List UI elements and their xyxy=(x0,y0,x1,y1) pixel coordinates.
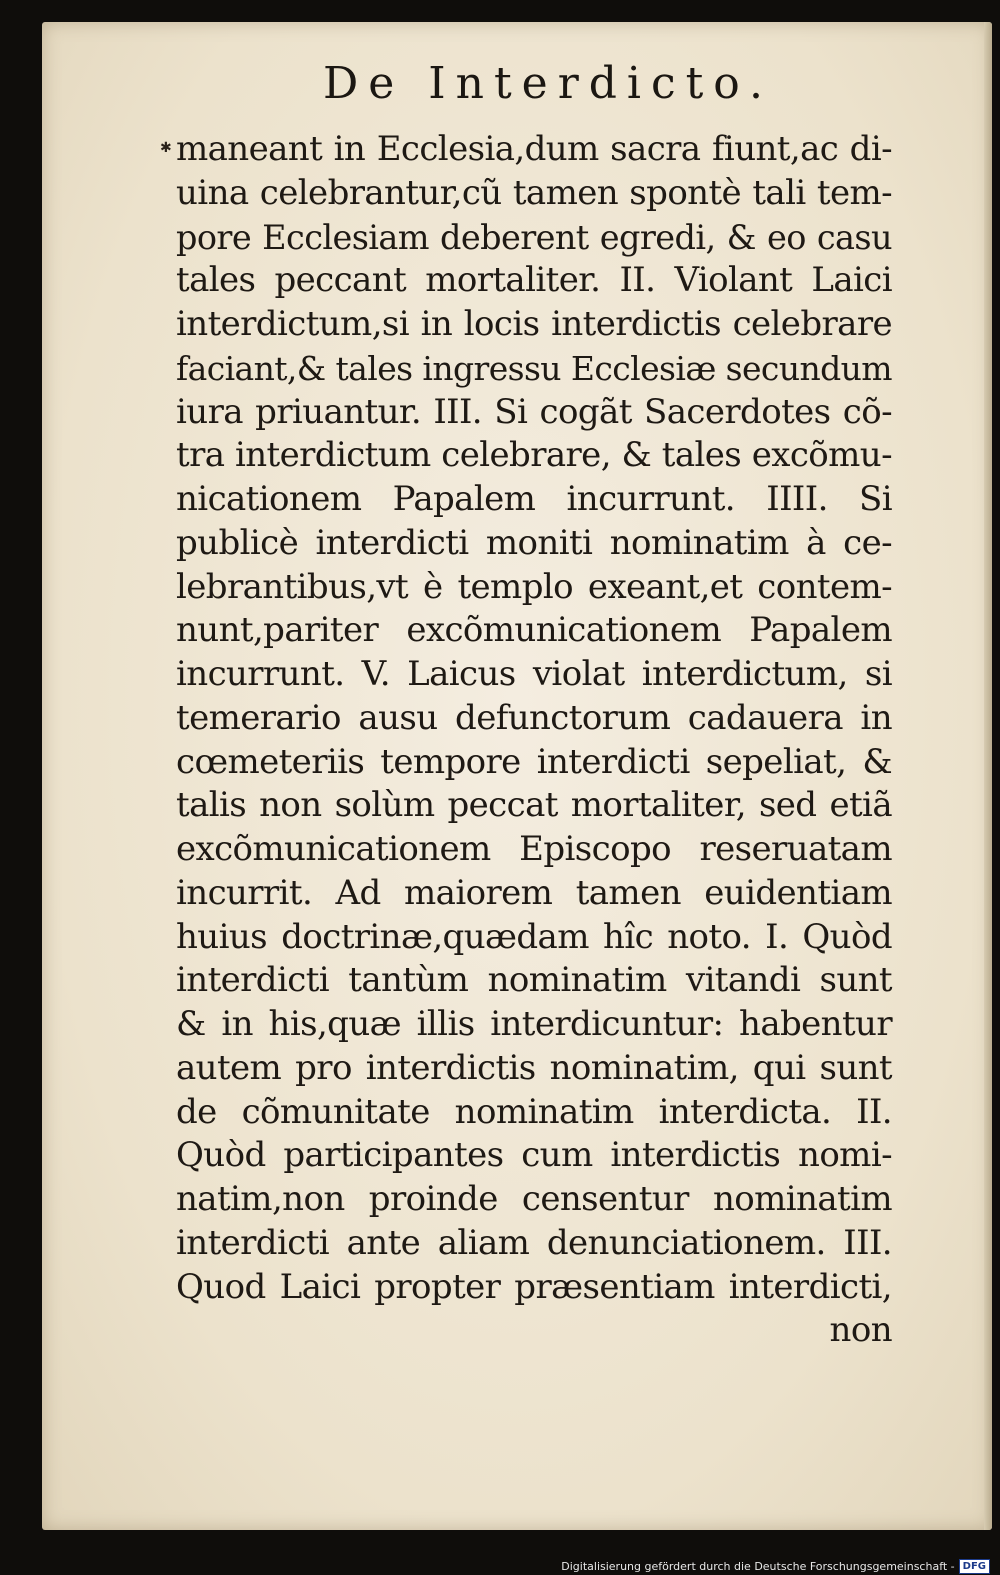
page-edge xyxy=(984,22,992,1530)
digitization-credit xyxy=(561,1557,990,1575)
text-line: tra interdictum celebrare, & tales excõmu- xyxy=(176,435,892,476)
text-line: faciant,& tales ingressu Ecclesiæ secundum xyxy=(176,348,892,388)
text-line: nicationem Papalem incurrunt. IIII. Si xyxy=(176,479,892,519)
text-line: publicè interdicti moniti nominatim à ce- xyxy=(176,522,892,563)
text-line: excõmunicationem Episcopo reseruatam xyxy=(176,829,892,869)
text-line: cœmeteriis tempore interdicti sepeliat, & xyxy=(176,741,892,782)
credit-text: Digitalisierung gefördert durch die Deutsche Forschungsgemeinschaft - xyxy=(561,1559,955,1573)
text-line: interdictum,si in locis interdictis celebrare xyxy=(176,304,892,344)
text-line: lebrantibus,vt è templo exeant,et contem- xyxy=(176,566,892,607)
text-line: autem pro interdictis nominatim, qui sunt xyxy=(176,1047,892,1088)
text-line: pore Ecclesiam deberent egredi, & eo casu xyxy=(176,217,892,257)
text-line: interdicti ante aliam denunciationem. III. xyxy=(176,1222,892,1263)
catchword: non xyxy=(829,1310,892,1351)
text-line: incurrit. Ad maiorem tamen euidentiam xyxy=(176,872,892,913)
text-line: maneant in Ecclesia,dum sacra fiunt,ac di- xyxy=(176,129,892,169)
text-line: interdicti tantùm nominatim vitandi sunt xyxy=(176,960,892,1001)
text-line: talis non solùm peccat mortaliter, sed etiã xyxy=(176,785,892,826)
text-line: de cõmunitate nominatim interdicta. II. xyxy=(176,1091,892,1132)
text-line: uina celebrantur,cũ tamen spontè tali tem- xyxy=(176,172,892,213)
manicule-mark: ✱ xyxy=(160,140,172,156)
text-line: nunt,pariter excõmunicationem Papalem xyxy=(176,610,892,651)
text-line: Quod Laici propter præsentiam interdicti, xyxy=(176,1266,892,1307)
text-line: & in his,quæ illis interdicuntur: habentur xyxy=(176,1004,892,1044)
text-line: incurrunt. V. Laicus violat interdictum, si xyxy=(176,654,892,694)
text-line: natim,non proinde censentur nominatim xyxy=(176,1179,892,1219)
text-line: huius doctrinæ,quædam hîc noto. I. Quòd xyxy=(176,916,892,957)
text-block xyxy=(176,128,892,1353)
running-head: De Interdicto. xyxy=(322,58,774,109)
text-line: temerario ausu defunctorum cadauera in xyxy=(176,697,892,738)
dfg-logo: DFG xyxy=(959,1559,990,1574)
text-line: iura priuantur. III. Si cogãt Sacerdotes cõ- xyxy=(176,391,892,432)
text-line: Quòd participantes cum interdictis nomi- xyxy=(176,1135,892,1176)
text-line: tales peccant mortaliter. II. Violant Laici xyxy=(176,260,892,301)
